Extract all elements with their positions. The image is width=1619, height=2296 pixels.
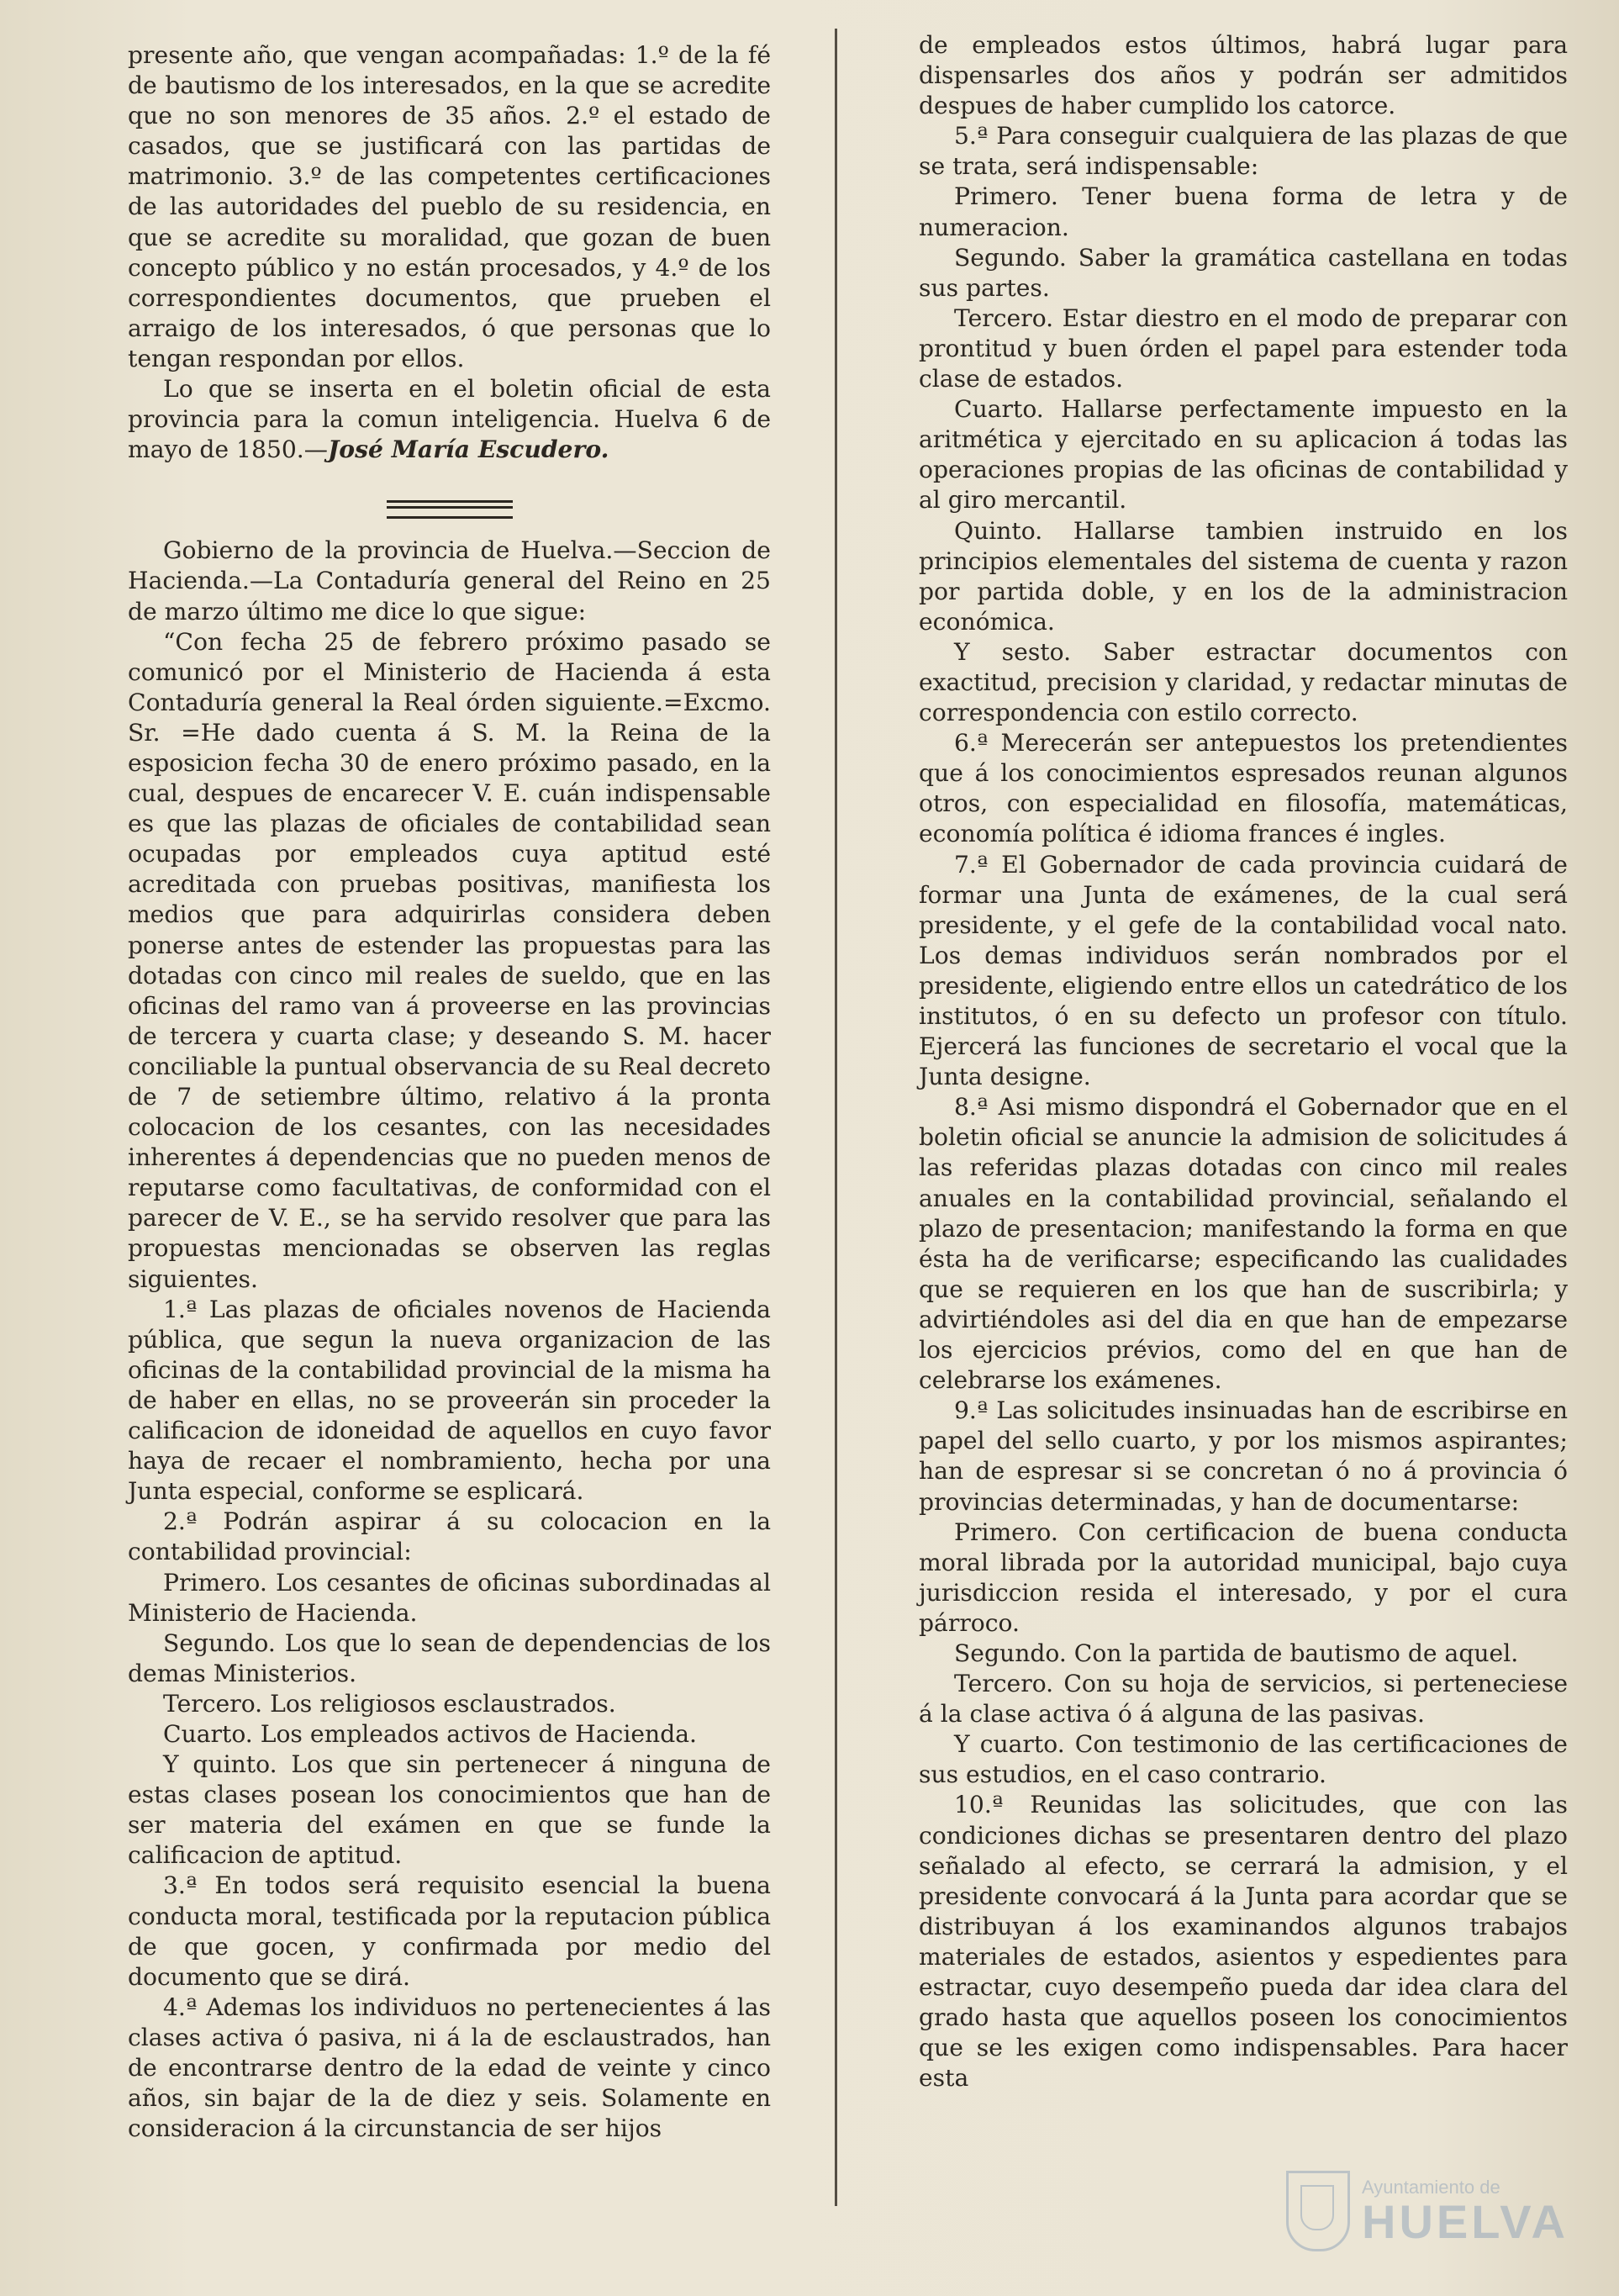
rule-2-item: Primero. Los cesantes de oficinas subordinadas al Ministerio de Hacienda. (128, 1568, 771, 1627)
continuation-paragraph: de empleados estos últimos, habrá lugar para dispensarles dos años y podrán ser admitidos despues de haber cumplido los catorce. (919, 31, 1568, 120)
watermark-line1: Ayuntamiento de (1362, 2177, 1500, 2198)
rule-2-item: Cuarto. Los empleados activos de Hacienda. (163, 1719, 698, 1748)
left-column (128, 40, 771, 2144)
rule-9: 9.ª Las solicitudes insinuadas han de escribirse en papel del sello cuarto, y por los mismos aspirantes; han de espresar si se concretan ó no á provincia ó provincias determinadas, y han de documentarse: (919, 1396, 1568, 1516)
rule-9-item: Y cuarto. Con testimonio de las certificaciones de sus estudios, en el caso contrario. (919, 1730, 1568, 1789)
rule-8: 8.ª Asi mismo dispondrá el Gobernador que en el boletin oficial se anuncie la admision de solicitudes á las referidas plazas dotadas con cinco mil reales anuales en la contabilidad provincial, señalando el plazo de presentacion; manifestando la forma en que ésta ha de verificarse; especificando las cualidades que se requieren en los que han de suscribirla; y advirtiéndoles asi del dia en que han de empezarse los ejercicios prévios, como del en que han de celebrarse los exámenes. (919, 1093, 1568, 1395)
watermark-line2: HUELVA (1362, 2195, 1569, 2248)
right-column (919, 30, 1568, 2093)
rule-1: 1.ª Las plazas de oficiales novenos de Hacienda pública, que segun la nueva organizacion de las oficinas de la contabilidad provincial de la misma ha de haber en ellas, no se proveerán sin proceder la calificacion de idoneidad de aquellos en cuyo favor haya de recaer el nombramiento, hecha por una Junta especial, conforme se esplicará. (128, 1295, 771, 1506)
rule-2-item: Segundo. Los que lo sean de dependencias de los demas Ministerios. (128, 1628, 771, 1687)
rule-4: 4.ª Ademas los individuos no pertenecientes á las clases activa ó pasiva, ni á la de esclaustrados, han de encontrarse dentro de la edad de veinte y cinco años, sin bajar de la de diez y seis. Solamente en consideracion á la circunstancia de ser hijos (128, 1993, 771, 2143)
rule-2-item: Tercero. Los religiosos esclaustrados. (163, 1689, 616, 1718)
rule-2: 2.ª Podrán aspirar á su colocacion en la contabilidad provincial: (128, 1507, 771, 1566)
rule-3: 3.ª En todos será requisito esencial la buena conducta moral, testificada por la reputacion pública de que gocen, y confirmada por medio del documento que se dirá. (128, 1871, 771, 1991)
rule-2-item: Y quinto. Los que sin pertenecer á ninguna de estas clases posean los conocimientos que han de ser materia del exámen en que se funde la calificacion de aptitud. (128, 1750, 771, 1870)
quote-paragraph: “Con fecha 25 de febrero próximo pasado se comunicó por el Ministerio de Hacienda á esta Contaduría general la Real órden siguiente.=Excmo. Sr. =He dado cuenta á S. M. la Reina de la esposicion fecha 30 de enero próximo pasado, en la cual, despues de encarecer V. E. cuán indispensable es que las plazas de oficiales de contabilidad sean ocupadas por empleados cuya aptitud esté acreditada con pruebas positivas, manifiesta los medios que para adquirirlas considera deben ponerse antes de estender las propuestas para las dotadas con cinco mil reales de sueldo, que en las oficinas del ramo van á proveerse en las provincias de tercera y cuarta clase; y deseando S. M. hacer conciliable la puntual observancia de su Real decreto de 7 de setiembre último, relativo á la pronta colocacion de los cesantes, con las necesidades inherentes á dependencias que no pueden menos de reputarse como facultativas, de conformidad con el parecer de V. E., se ha servido resolver que para las propuestas mencionadas se observen las reglas siguientes. (128, 627, 771, 1293)
rule-5-item: Segundo. Saber la gramática castellana en todas sus partes. (919, 243, 1568, 302)
rule-9-item: Tercero. Con su hoja de servicios, si perteneciese á la clase activa ó á alguna de las pasivas. (919, 1670, 1568, 1729)
rule-7: 7.ª El Gobernador de cada provincia cuidará de formar una Junta de exámenes, de la cual será presidente, y el gefe de la contabilidad vocal nato. Los demas individuos serán nombrados por el presidente, eligiendo entre ellos un catedrático de los institutos, ó en su defecto un profesor con título. Ejercerá las funciones de secretario el vocal que la Junta designe. (919, 850, 1568, 1091)
watermark-text (1362, 2177, 1569, 2246)
closing-paragraph (128, 374, 771, 465)
column-divider (835, 29, 837, 2206)
heading-paragraph: Gobierno de la provincia de Huelva.—Seccion de Hacienda.—La Contaduría general del Reino en 25 de marzo último me dice lo que sigue: (128, 536, 771, 625)
rule-6: 6.ª Merecerán ser antepuestos los pretendientes que á los conocimientos espresados reunan algunos otros, con especialidad en filosofía, matemáticas, economía política é idioma frances é ingles. (919, 729, 1568, 848)
watermark-logo (1286, 2152, 1589, 2270)
rule-5-item: Cuarto. Hallarse perfectamente impuesto en la aritmética y ejercitado en su aplicacion á todas las operaciones propias de las oficinas de contabilidad y al giro mercantil. (919, 395, 1568, 515)
rule-5: 5.ª Para conseguir cualquiera de las plazas de que se trata, será indispensable: (919, 122, 1568, 181)
rule-5-item: Y sesto. Saber estractar documentos con exactitud, precision y claridad, y redactar minutas de correspondencia con estilo correcto. (919, 637, 1568, 727)
rule-5-item: Quinto. Hallarse tambien instruido en los principios elementales del sistema de cuenta y razon por partida doble, y en los de la administracion económica. (919, 516, 1568, 636)
signature: José María Escudero. (327, 435, 609, 464)
rule-10: 10.ª Reunidas las solicitudes, que con las condiciones dichas se presentaren dentro del plazo señalado al efecto, se cerrará la admision, y el presidente convocará á la Junta para acordar que se distribuyan á los examinandos algunos trabajos materiales de estados, asientos y espedientes para estractar, cuyo desempeño pueda dar idea clara del grado hasta que aquellos poseen los conocimientos que se les exigen como indispensables. Para hacer esta (919, 1791, 1568, 2093)
closing-text: Lo que se inserta en el boletin oficial de esta provincia para la comun inteligencia. Huelva 6 de mayo de 1850.— (128, 375, 771, 464)
section-divider (387, 500, 513, 519)
rule-9-item: Primero. Con certificacion de buena conducta moral librada por la autoridad municipal, bajo cuya jurisdiccion resida el interesado, y por el cura párroco. (919, 1517, 1568, 1637)
shield-icon (1286, 2171, 1350, 2251)
rule-5-item: Tercero. Estar diestro en el modo de preparar con prontitud y buen órden el papel para estender toda clase de estados. (919, 303, 1568, 393)
intro-paragraph: presente año, que vengan acompañadas: 1.º de la fé de bautismo de los interesados, en la que se acredite que no son menores de 35 años. 2.º el estado de casados, que se justificará con las partidas de matrimonio. 3.º de las competentes certificaciones de las autoridades del pueblo de su residencia, en que se acredite su moralidad, que gozan de buen concepto público y no están procesados, y 4.º de los correspondientes documentos, que prueben el arraigo de los interesados, ó que personas que lo tengan respondan por ellos. (128, 41, 771, 372)
rule-5-item: Primero. Tener buena forma de letra y de numeracion. (919, 182, 1568, 241)
rule-9-item: Segundo. Con la partida de bautismo de aquel. (954, 1639, 1519, 1667)
